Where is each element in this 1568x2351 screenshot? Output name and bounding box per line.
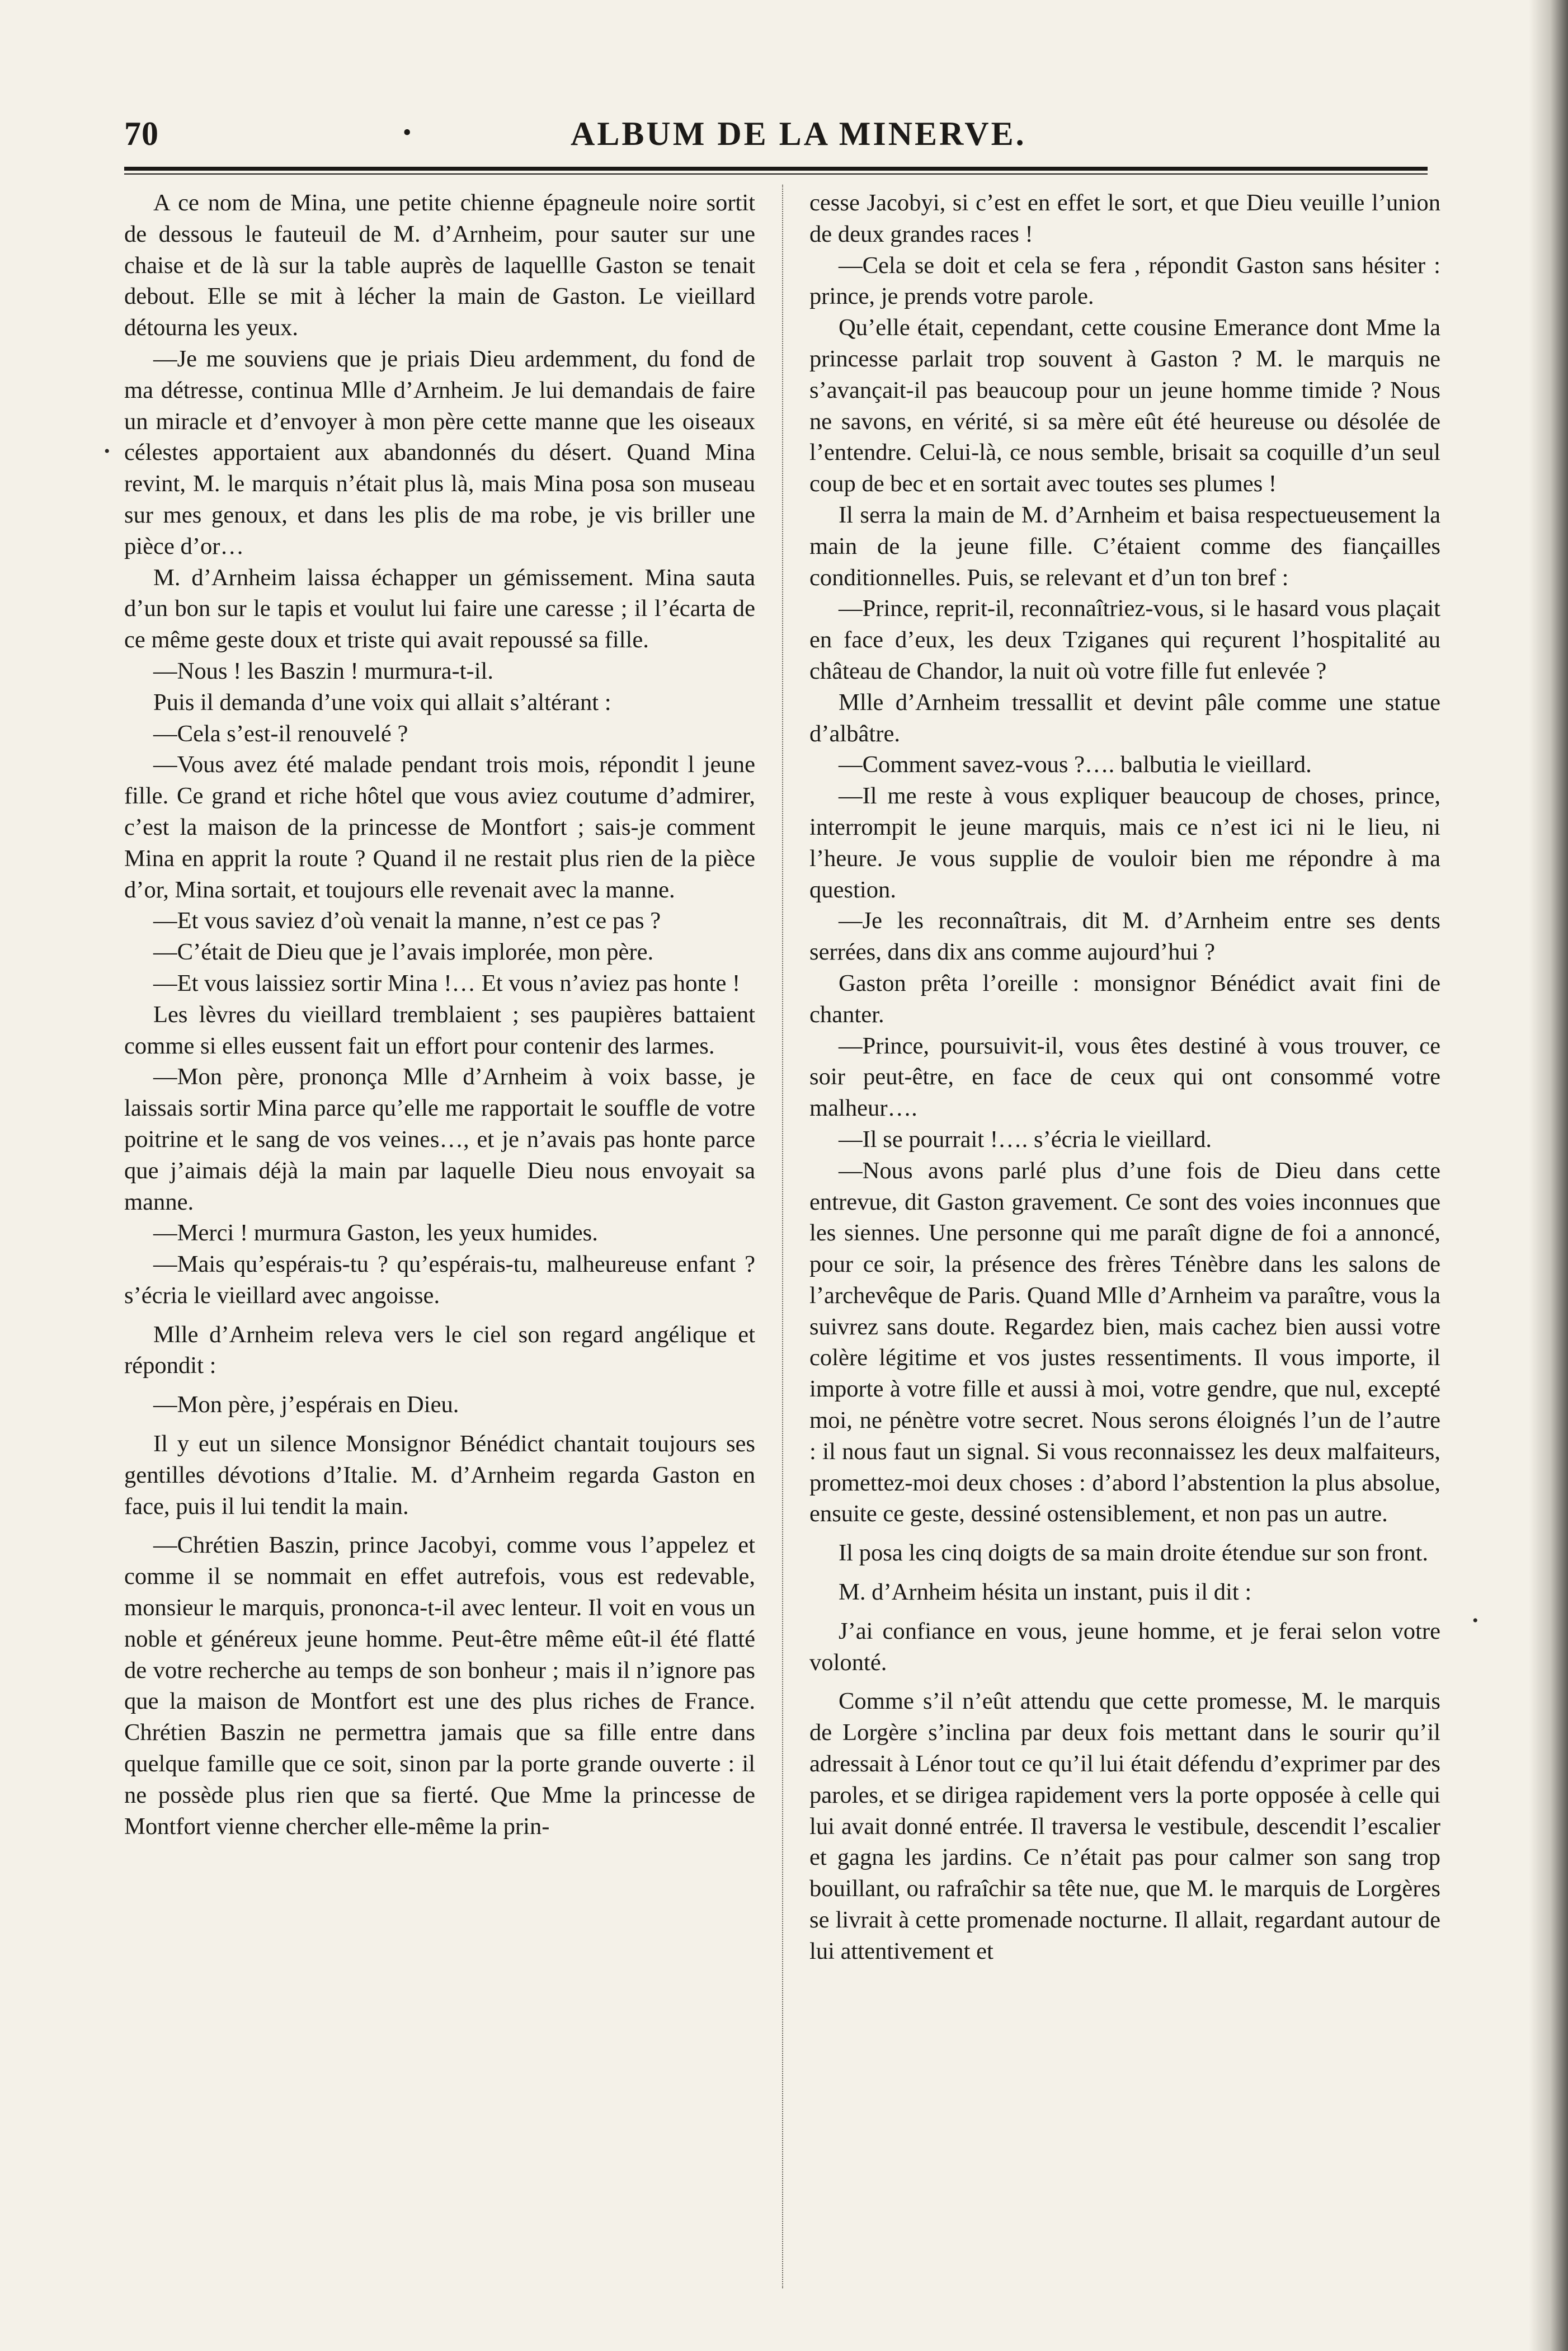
- paragraph: —Comment savez-vous ?…. balbutia le vieillard.: [839, 751, 1312, 778]
- page-header: [124, 115, 1428, 165]
- paragraph: Il posa les cinq doigts de sa main droite étendue sur son front.: [839, 1540, 1428, 1567]
- left-column: [124, 187, 755, 1842]
- header-rule-thin: [124, 173, 1428, 175]
- paragraph: Qu’elle était, cependant, cette cousine Emerance dont Mme la princesse parlait trop souvent à Gaston ? M. le marquis ne s’avançait-il pas beaucoup pour un jeune homme timide ? Nous ne savons, en vérité, si sa mère eût été heureuse ou désolée de l’entendre. Celui-là, ce nous semble, brisait sa coquille d’un seul coup de bec et en sortait avec toutes ses plumes !: [809, 314, 1440, 497]
- paragraph: —Mais qu’espérais-tu ? qu’espérais-tu, malheureuse enfant ? s’écria le vieillard avec angoisse.: [124, 1251, 755, 1309]
- paragraph: —Cela s’est-il renouvelé ?: [153, 720, 408, 747]
- paragraph: Puis il demanda d’une voix qui allait s’altérant :: [153, 689, 611, 716]
- margin-bullet-right: •: [1472, 1611, 1478, 1630]
- column-divider: [782, 185, 783, 2288]
- paragraph: —Chrétien Baszin, prince Jacobyi, comme vous l’appelez et comme il se nommait en effet autrefois, vous est redevable, monsieur le marquis, prononca-t-il avec lenteur. Il voit en vous un noble et généreux jeune homme. Peut-être même eût-il été flatté de votre recherche au temps de son bonheur ; mais il n’ignore pas que la maison de Montfort est une des plus riches de France. Chrétien Baszin ne permettra jamais que sa fille entre dans quelque famille que ce soit, sinon par la porte grande ouverte : il ne possède plus rien que sa fierté. Que Mme la princesse de Montfort vienne chercher elle-même la prin-: [124, 1532, 755, 1840]
- paragraph: —Mon père, j’espérais en Dieu.: [153, 1391, 459, 1418]
- paragraph: —Il me reste à vous expliquer beaucoup de choses, prince, interrompit le jeune marquis, mais ce n’est ici ni le lieu, ni l’heure. Je vous supplie de vouloir bien me répondre à ma question.: [809, 783, 1440, 903]
- paragraph: —C’était de Dieu que je l’avais implorée, mon père.: [153, 939, 654, 966]
- paragraph: A ce nom de Mina, une petite chienne épagneule noire sortit de dessous le fauteuil de M. d’Arnheim, pour sauter sur une chaise et de là sur la table auprès de laquellle Gaston se tenait debout. Elle se mit à lécher la main de Gaston. Le vieillard détourna les yeux.: [124, 190, 755, 341]
- right-column: [809, 187, 1440, 1967]
- paragraph: M. d’Arnheim laissa échapper un gémissement. Mina sauta d’un bon sur le tapis et voulut lui faire une caresse ; il l’écarta de ce même geste doux et triste qui avait repoussé sa fille.: [124, 564, 755, 653]
- paragraph: —Et vous laissiez sortir Mina !… Et vous n’aviez pas honte !: [153, 970, 741, 996]
- running-title: ALBUM DE LA MINERVE.: [571, 115, 1027, 152]
- header-bullet: •: [403, 119, 412, 146]
- paragraph: Mlle d’Arnheim releva vers le ciel son regard angélique et répondit :: [124, 1321, 755, 1379]
- paragraph: Gaston prêta l’oreille : monsignor Bénédict avait fini de chanter.: [809, 970, 1440, 1028]
- paragraph: Comme s’il n’eût attendu que cette promesse, M. le marquis de Lorgère s’inclina par deux fois mettant dans le sourir qu’il adressait à Lénor tout ce qu’il lui était défendu d’exprimer par des paroles, et se dirigea rapidement vers la porte opposée à celle qui lui avait donné entrée. Il traversa le vestibule, descendit l’escalier et gagna les jardins. Ce n’était pas pour calmer son sang trop bouillant, ou rafraîchir sa tête nue, que M. le marquis de Lorgères se livrait à cette promenade nocturne. Il allait, regardant autour de lui attentivement et: [809, 1688, 1440, 1964]
- paragraph: —Et vous saviez d’où venait la manne, n’est ce pas ?: [153, 908, 661, 934]
- paragraph: Mlle d’Arnheim tressallit et devint pâle comme une statue d’albâtre.: [809, 689, 1440, 747]
- paragraph: —Prince, poursuivit-il, vous êtes destiné à vous trouver, ce soir peut-être, en face de ceux qui ont consommé votre malheur….: [809, 1032, 1440, 1122]
- header-rule: [124, 167, 1428, 171]
- margin-bullet-left: •: [104, 442, 110, 460]
- paragraph: —Vous avez été malade pendant trois mois, répondit l jeune fille. Ce grand et riche hôtel que vous aviez coutume d’admirer, c’est la maison de la princesse de Montfort ; sais-je comment Mina en apprit la route ? Quand il ne restait plus rien de la pièce d’or, Mina sortait, et toujours elle revenait avec la manne.: [124, 751, 755, 903]
- paragraph: —Je me souviens que je priais Dieu ardemment, du fond de ma détresse, continua Mlle d’Arnheim. Je lui demandais de faire un miracle et d’envoyer à mon père cette manne que les oiseaux célestes apportaient aux abandonnés du désert. Quand Mina revint, M. le marquis n’était plus là, mais Mina posa son museau sur mes genoux, et dans les plis de ma robe, je vis briller une pièce d’or…: [124, 345, 755, 559]
- paragraph: cesse Jacobyi, si c’est en effet le sort, et que Dieu veuille l’union de deux grandes races !: [809, 190, 1440, 247]
- paragraph: Les lèvres du vieillard tremblaient ; ses paupières battaient comme si elles eussent fait un effort pour contenir des larmes.: [124, 1001, 755, 1059]
- paragraph: —Merci ! murmura Gaston, les yeux humides.: [153, 1220, 598, 1247]
- paragraph: —Nous ! les Baszin ! murmura-t-il.: [153, 657, 494, 684]
- paragraph: —Il se pourrait !…. s’écria le vieillard.: [839, 1126, 1212, 1153]
- paragraph: Il serra la main de M. d’Arnheim et baisa respectueusement la main de la jeune fille. C’étaient comme des fiançailles conditionnelles. Puis, se relevant et d’un ton bref :: [809, 501, 1440, 591]
- paragraph: —Nous avons parlé plus d’une fois de Dieu dans cette entrevue, dit Gaston gravement. Ce sont des voies inconnues que les siennes. Une personne qui me paraît digne de foi a annoncé, pour ce soir, la présence des frères Ténèbre dans les salons de l’archevêque de Paris. Quand Mlle d’Arnheim va paraître, vous la suivrez sans doute. Regardez bien, mais cachez bien aussi votre colère légitime et vos justes ressentiments. Il vous importe, il importe à votre fille et aussi à moi, votre gendre, que nul, excepté moi, ne pénètre votre secret. Nous serons éloignés l’un de l’autre : il nous faut un signal. Si vous reconnaissez les deux malfaiteurs, promettez-moi deux choses : d’abord l’abstention la plus absolue, ensuite ce geste, dessiné ostensiblement, et non pas un autre.: [809, 1157, 1440, 1527]
- page-binding-edge: [1529, 0, 1568, 2351]
- paragraph: —Mon père, prononça Mlle d’Arnheim à voix basse, je laissais sortir Mina parce qu’elle me rapportait le souffle de votre poitrine et le sang de vos veines…, et je n’avais pas honte parce que j’aimais déjà la main par laquelle Dieu nous envoyait sa manne.: [124, 1064, 755, 1215]
- paragraph: —Prince, reprit-il, reconnaîtriez-vous, si le hasard vous plaçait en face d’eux, les deux Tziganes qui reçurent l’hospitalité au château de Chandor, la nuit où votre fille fut enlevée ?: [809, 595, 1440, 684]
- paragraph: —Cela se doit et cela se fera , répondit Gaston sans hésiter : prince, je prends votre parole.: [809, 252, 1440, 310]
- paragraph: M. d’Arnheim hésita un instant, puis il dit :: [839, 1579, 1252, 1606]
- page-number: 70: [124, 115, 159, 152]
- paragraph: —Je les reconnaîtrais, dit M. d’Arnheim entre ses dents serrées, dans dix ans comme aujourd’hui ?: [809, 908, 1440, 966]
- paragraph: Il y eut un silence Monsignor Bénédict chantait toujours ses gentilles dévotions d’Italie. M. d’Arnheim regarda Gaston en face, puis il lui tendit la main.: [124, 1431, 755, 1520]
- paragraph: J’ai confiance en vous, jeune homme, et je ferai selon votre volonté.: [809, 1618, 1440, 1676]
